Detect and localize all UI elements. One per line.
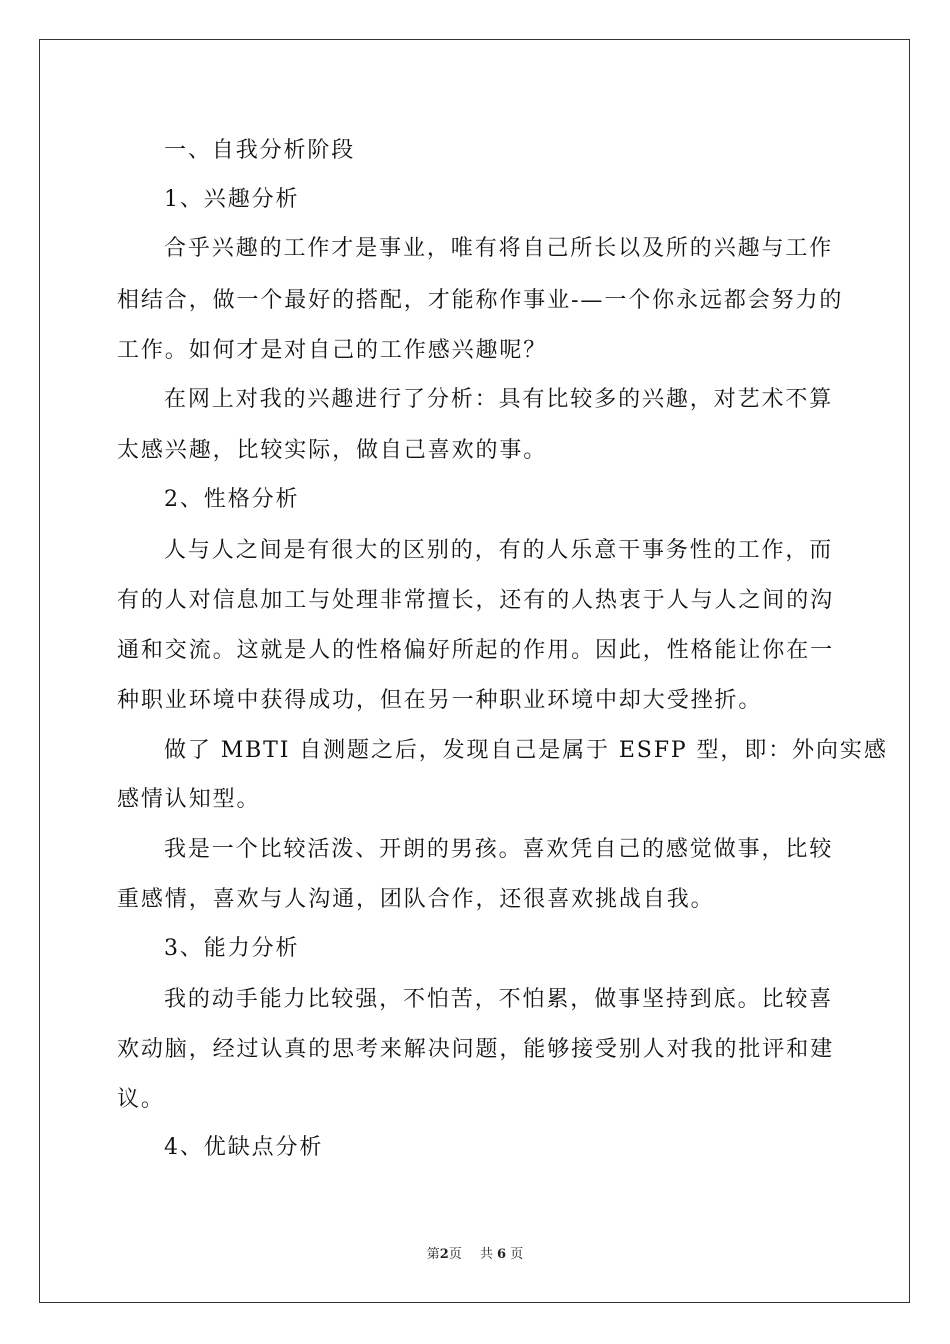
paragraph-line: 重感情，喜欢与人沟通，团队合作，还很喜欢挑战自我。 [117,887,715,912]
paragraph-line: 在网上对我的兴趣进行了分析：具有比较多的兴趣，对艺术不算 [164,387,834,412]
paragraph-line: 我的动手能力比较强，不怕苦，不怕累，做事坚持到底。比较喜 [164,987,834,1012]
paragraph-line: 通和交流。这就是人的性格偏好所起的作用。因此，性格能让你在一 [117,638,835,663]
paragraph-line: 人与人之间是有很大的区别的，有的人乐意干事务性的工作，而 [164,538,834,563]
subsection-heading: 4、优缺点分析 [164,1135,324,1160]
paragraph-line: 感情认知型。 [117,787,261,812]
paragraph-line: 相结合，做一个最好的搭配，才能称作事业-—一个你永远都会努力的 [117,288,844,313]
paragraph-line: 工作。如何才是对自己的工作感兴趣呢？ [117,338,548,363]
section-heading: 一、自我分析阶段 [164,138,356,163]
paragraph-line: 种职业环境中获得成功，但在另一种职业环境中却大受挫折。 [117,688,763,713]
paragraph-line: 我是一个比较活泼、开朗的男孩。喜欢凭自己的感觉做事，比较 [164,837,834,862]
subsection-heading: 1、兴趣分析 [164,187,300,212]
paragraph-line: 欢动脑，经过认真的思考来解决问题，能够接受别人对我的批评和建 [117,1037,835,1062]
paragraph-line: 太感兴趣，比较实际，做自己喜欢的事。 [117,438,548,463]
paragraph-line: 议。 [117,1087,165,1112]
page-suffix: 页 [448,1247,462,1262]
page-footer [0,1246,950,1264]
paragraph-line: 做了 MBTI 自测题之后，发现自己是属于 ESFP 型，即：外向实感 [164,738,888,763]
subsection-heading: 2、性格分析 [164,487,300,512]
paragraph-line: 有的人对信息加工与处理非常擅长，还有的人热衷于人与人之间的沟 [117,588,835,613]
paragraph-line: 合乎兴趣的工作才是事业，唯有将自己所长以及所的兴趣与工作 [164,236,834,261]
total-suffix: 页 [510,1247,524,1262]
current-page-number: 2 [439,1247,449,1262]
total-prefix: 共 [479,1247,493,1262]
page-prefix: 第 [426,1247,440,1262]
total-page-number: 6 [497,1247,507,1262]
subsection-heading: 3、能力分析 [164,936,300,961]
